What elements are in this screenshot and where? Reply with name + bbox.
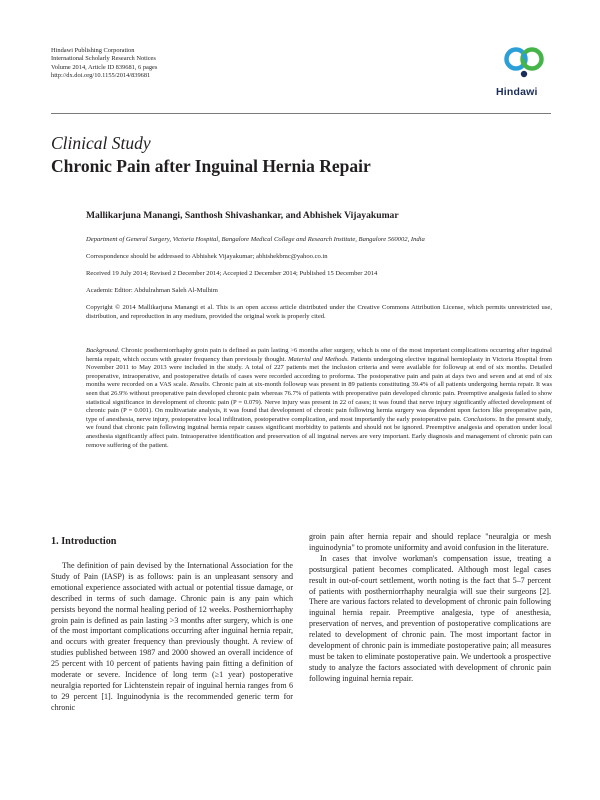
affiliation: Department of General Surgery, Victoria Hospital, Bangalore Medical College and Research Institute, Bangalore 560002, India: [86, 236, 425, 243]
abstract-methods: Patients undergoing elective inguinal hernioplasty in Victoria Hospital from November 2011 to May 2013 were included in the study. A total of 227 patients met the inclusion criteria and were available for followup at end of six months. Detailed preoperative, intraoperative, and postoperative details of cases were recorded according to proforma. The postoperative pain and pain at days two and seven and at end of six months were recorded on a VAS scale.: [86, 355, 552, 389]
introduction-paragraph-continued: groin pain after hernia repair and should replace "neuralgia or mesh inguinodynia" to promote uniformity and avoid confusion in the literature.: [309, 532, 551, 552]
journal-name: International Scholarly Research Notices: [51, 55, 156, 63]
publication-info: [51, 47, 157, 81]
publisher-name: Hindawi Publishing Corporation: [51, 47, 135, 54]
article-type: Clinical Study: [51, 133, 151, 153]
abstract-conclusions-label: Conclusions.: [463, 415, 498, 423]
introduction-paragraph-1: The definition of pain devised by the International Association for the Study of Pain (IASP) is as follows: pain is an unpleasant sensory and emotional experience associated with actual or potential tissue damage, or described in terms of such damage. Chronic pain is any pain which persists beyond the normal healing period of 12 weeks. Postherniorrhaphy groin pain is defined as pain lasting >3 months after surgery, which is one of the most important complications occurring after inguinal hernia repair, and occurs with greater frequency than previously thought. A review of studies published between 1987 and 2000 showed an overall incidence of 25 percent with 10 percent of patients having pain fitting a definition of moderate or severe. Incidence of long term (≥1 year) postoperative neuralgia reported for Lichtenstein repair of inguinal hernia ranges from 6 to 29 percent [1]. Inguinodynia is the recommended generic term for chronic: [51, 561, 293, 712]
abstract-methods-label: Material and Methods.: [288, 355, 349, 363]
abstract-background-label: Background.: [86, 347, 120, 354]
header-divider: [51, 113, 551, 114]
hindawi-logo-icon: [503, 44, 547, 84]
correspondence: Correspondence should be addressed to Abhishek Vijayakumar; abhishekbmc@yahoo.co.in: [86, 253, 328, 260]
abstract: [86, 347, 552, 450]
introduction-paragraph-2: In cases that involve workman's compensation issue, treating a postsurgical patient becomes complicated. Although most legal cases result in out-of-court settlement, worth noting is the fact that 5–7 percent of patients with postherniorrhaphy neuralgia will sue their surgeons [2]. There are various factors related to development of chronic pain following inguinal hernia repair. Preemptive analgesia, type of anesthesia, preservation of nerves, and prevention of postoperative complications are related to development of chronic pain. The most important factor in development of chronic pain is immediate postoperative pain; all measures must be taken to eliminate postoperative pain. We undertook a prospective study to analyze the factors associated with development of chronic pain following inguinal hernia repair.: [309, 553, 551, 683]
abstract-background: Chronic postherniorrhaphy groin pain is defined as pain lasting >6 months after surgery, which is one of the most important complications occurring after inguinal hernia repair, which occurs with greater frequency than previously thought.: [86, 347, 552, 363]
hindawi-logo-text: Hindawi: [496, 86, 538, 98]
doi-link[interactable]: http://dx.doi.org/10.1155/2014/839681: [51, 72, 151, 80]
abstract-conclusions: In the present study, we found that chronic pain following inguinal hernia repair causes significant morbidity to patients and should not be ignored. Preemptive analgesia and operation under local anesthesia significantly affect pain. Intraoperative identification and preservation of all inguinal nerves are very important. Early diagnosis and management of chronic pain can remove suffering of the patient.: [86, 415, 553, 449]
article-title: Chronic Pain after Inguinal Hernia Repair: [51, 156, 371, 176]
abstract-results: Chronic pain at six-month followup was present in 89 patients constituting 39.4% of all patients undergoing hernia repair. It was seen that 26.9% without preoperative pain developed chronic pain whereas 76.7% of patients with preoperative pain developed chronic pain. Preemptive analgesia failed to show statistical significance in development of chronic pain (P = 0.079). Nerve injury was present in 22 of cases; it was found that nerve injury significantly affected development of chronic pain (P = 0.001). On multivariate analysis, it was found that development of chronic pain following hernia surgery was dependent upon factors like preoperative pain, type of anesthesia, nerve injury, postoperative local infiltration, postoperative complication, and most importantly the early postoperative pain.: [86, 381, 552, 423]
hindawi-logo: [496, 44, 558, 98]
left-column: [51, 561, 293, 714]
copyright-notice: Copyright © 2014 Mallikarjuna Manangi et al. This is an open access article distributed under the Creative Commons Attribution License, which permits unrestricted use, distribution, and reproduction in any medium, provided the original work is properly cited.: [86, 304, 552, 320]
section-heading-introduction: 1. Introduction: [51, 536, 117, 547]
volume-info: Volume 2014, Article ID 839681, 6 pages: [51, 63, 158, 71]
article-dates: Received 19 July 2014; Revised 2 December 2014; Accepted 2 December 2014; Published 15 December 2014: [86, 270, 378, 277]
abstract-results-label: Results.: [189, 381, 211, 389]
author-list: Mallikarjuna Manangi, Santhosh Shivashankar, and Abhishek Vijayakumar: [86, 210, 399, 221]
academic-editor: Academic Editor: Abdulrahman Saleh Al-Mulhim: [86, 287, 218, 294]
right-column: [309, 532, 551, 685]
